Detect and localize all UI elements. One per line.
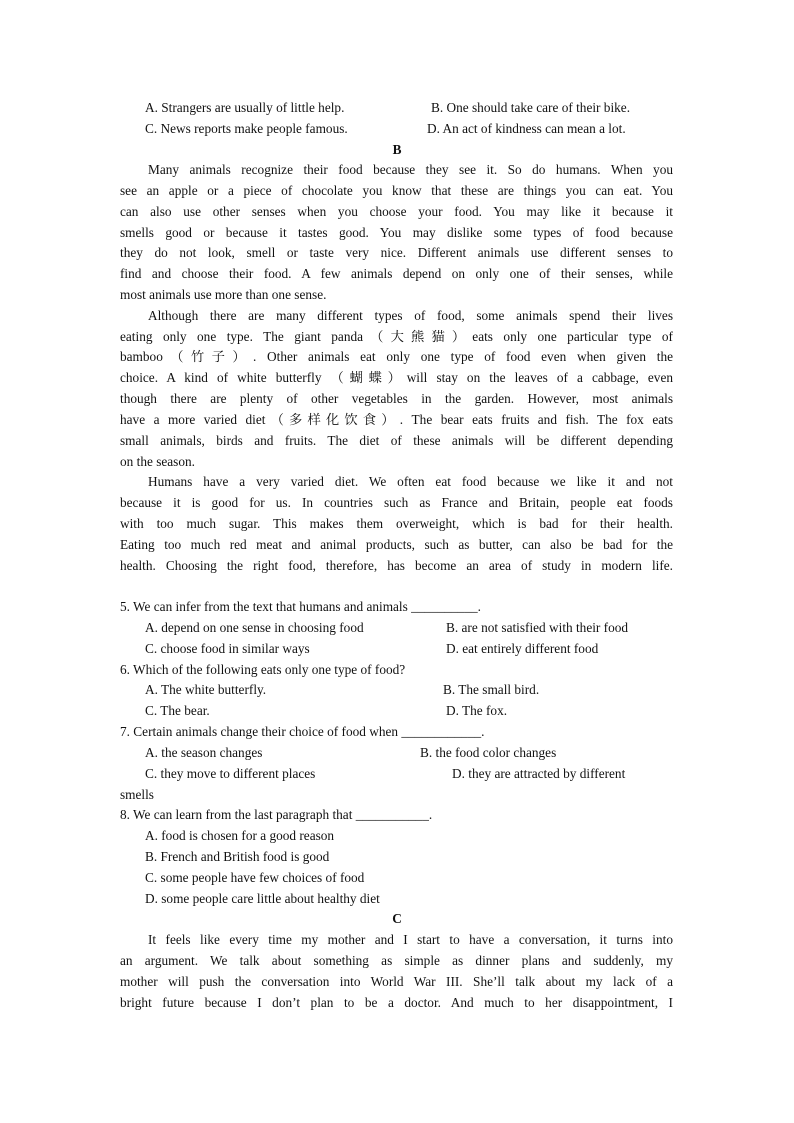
text-line: though there are plenty of other vegetables in the garden. However, most animals	[120, 391, 673, 406]
question-6-option-a: A. The white butterfly.	[145, 682, 267, 697]
question-5-option-d: D. eat entirely different food	[446, 641, 599, 656]
question-5-stem: 5. We can infer from the text that humans and animals __________.	[120, 599, 481, 614]
text-line: Although there are many different types of food, some animals spend their lives	[148, 308, 673, 323]
question-7-option-c: C. they move to different places	[145, 766, 316, 781]
question-6-stem: 6. Which of the following eats only one type of food?	[120, 662, 406, 677]
text-line: smells good or because it tastes good. You may dislike some types of food because	[120, 225, 673, 240]
text-line: Humans have a very varied diet. We often eat food because we like it and not	[148, 474, 673, 489]
text-line: with too much sugar. This makes them overweight, which is bad for their health.	[120, 516, 673, 531]
question-5-option-a: A. depend on one sense in choosing food	[145, 620, 364, 635]
question-8-option-d: D. some people care little about healthy diet	[145, 891, 380, 906]
text-line: most animals use more than one sense.	[120, 287, 327, 302]
q4-option-c: C. News reports make people famous.	[145, 121, 348, 136]
text-line: small animals, birds and fruits. The diet of these animals will be different depending	[120, 433, 673, 448]
q4-option-a: A. Strangers are usually of little help.	[145, 100, 345, 115]
question-7-option-d-continued: smells	[120, 787, 154, 802]
text-line: can also use other senses when you choose your food. You may like it because it	[120, 204, 673, 219]
text-line: have a more varied diet（多样化饮食）. The bear eats fruits and fish. The fox eats	[120, 412, 673, 427]
question-6-option-b: B. The small bird.	[443, 682, 540, 697]
question-7-option-a: A. the season changes	[145, 745, 263, 760]
question-7-option-d: D. they are attracted by different	[452, 766, 626, 781]
text-line: find and choose their food. A few animals depend on only one of their senses, while	[120, 266, 673, 281]
question-5-option-b: B. are not satisfied with their food	[446, 620, 629, 635]
text-line: an argument. We talk about something as simple as dinner plans and suddenly, my	[120, 953, 673, 968]
question-7-option-b: B. the food color changes	[420, 745, 557, 760]
section-c-heading: C	[392, 911, 402, 926]
question-5-option-c: C. choose food in similar ways	[145, 641, 310, 656]
text-line: bamboo（竹子）. Other animals eat only one type of food even when given the	[120, 349, 673, 364]
text-line: Eating too much red meat and animal products, such as butter, can also be bad for the	[120, 537, 673, 552]
text-line: bright future because I don’t plan to be a doctor. And much to her disappointment, I	[120, 995, 673, 1010]
text-line: Many animals recognize their food because they see it. So do humans. When you	[148, 162, 673, 177]
question-6-option-d: D. The fox.	[446, 703, 508, 718]
question-8-stem: 8. We can learn from the last paragraph that ___________.	[120, 807, 433, 822]
text-line: choice. A kind of white butterfly （蝴蝶）will stay on the leaves of a cabbage, even	[120, 370, 673, 385]
question-7-stem: 7. Certain animals change their choice of food when ____________.	[120, 724, 485, 739]
text-line: mother will push the conversation into World War III. She’ll talk about my lack of a	[120, 974, 673, 989]
question-8-option-a: A. food is chosen for a good reason	[145, 828, 335, 843]
text-line: eating only one type. The giant panda（大熊猫）eats only one particular type of	[120, 329, 673, 344]
q4-option-b: B. One should take care of their bike.	[431, 100, 631, 115]
question-8-option-b: B. French and British food is good	[145, 849, 330, 864]
question-6-option-c: C. The bear.	[145, 703, 210, 718]
text-line: they do not look, smell or taste very nice. Different animals use different senses to	[120, 245, 673, 260]
text-line: see an apple or a piece of chocolate you know that these are things you can eat. You	[120, 183, 673, 198]
text-line: because it is good for us. In countries such as France and Britain, people eat foods	[120, 495, 673, 510]
section-b-heading: B	[392, 142, 402, 157]
q4-option-d: D. An act of kindness can mean a lot.	[427, 121, 626, 136]
text-line: It feels like every time my mother and I start to have a conversation, it turns into	[148, 932, 673, 947]
question-8-option-c: C. some people have few choices of food	[145, 870, 365, 885]
text-line: health. Choosing the right food, therefore, has become an area of study in modern life.	[120, 558, 673, 573]
text-line: on the season.	[120, 454, 195, 469]
